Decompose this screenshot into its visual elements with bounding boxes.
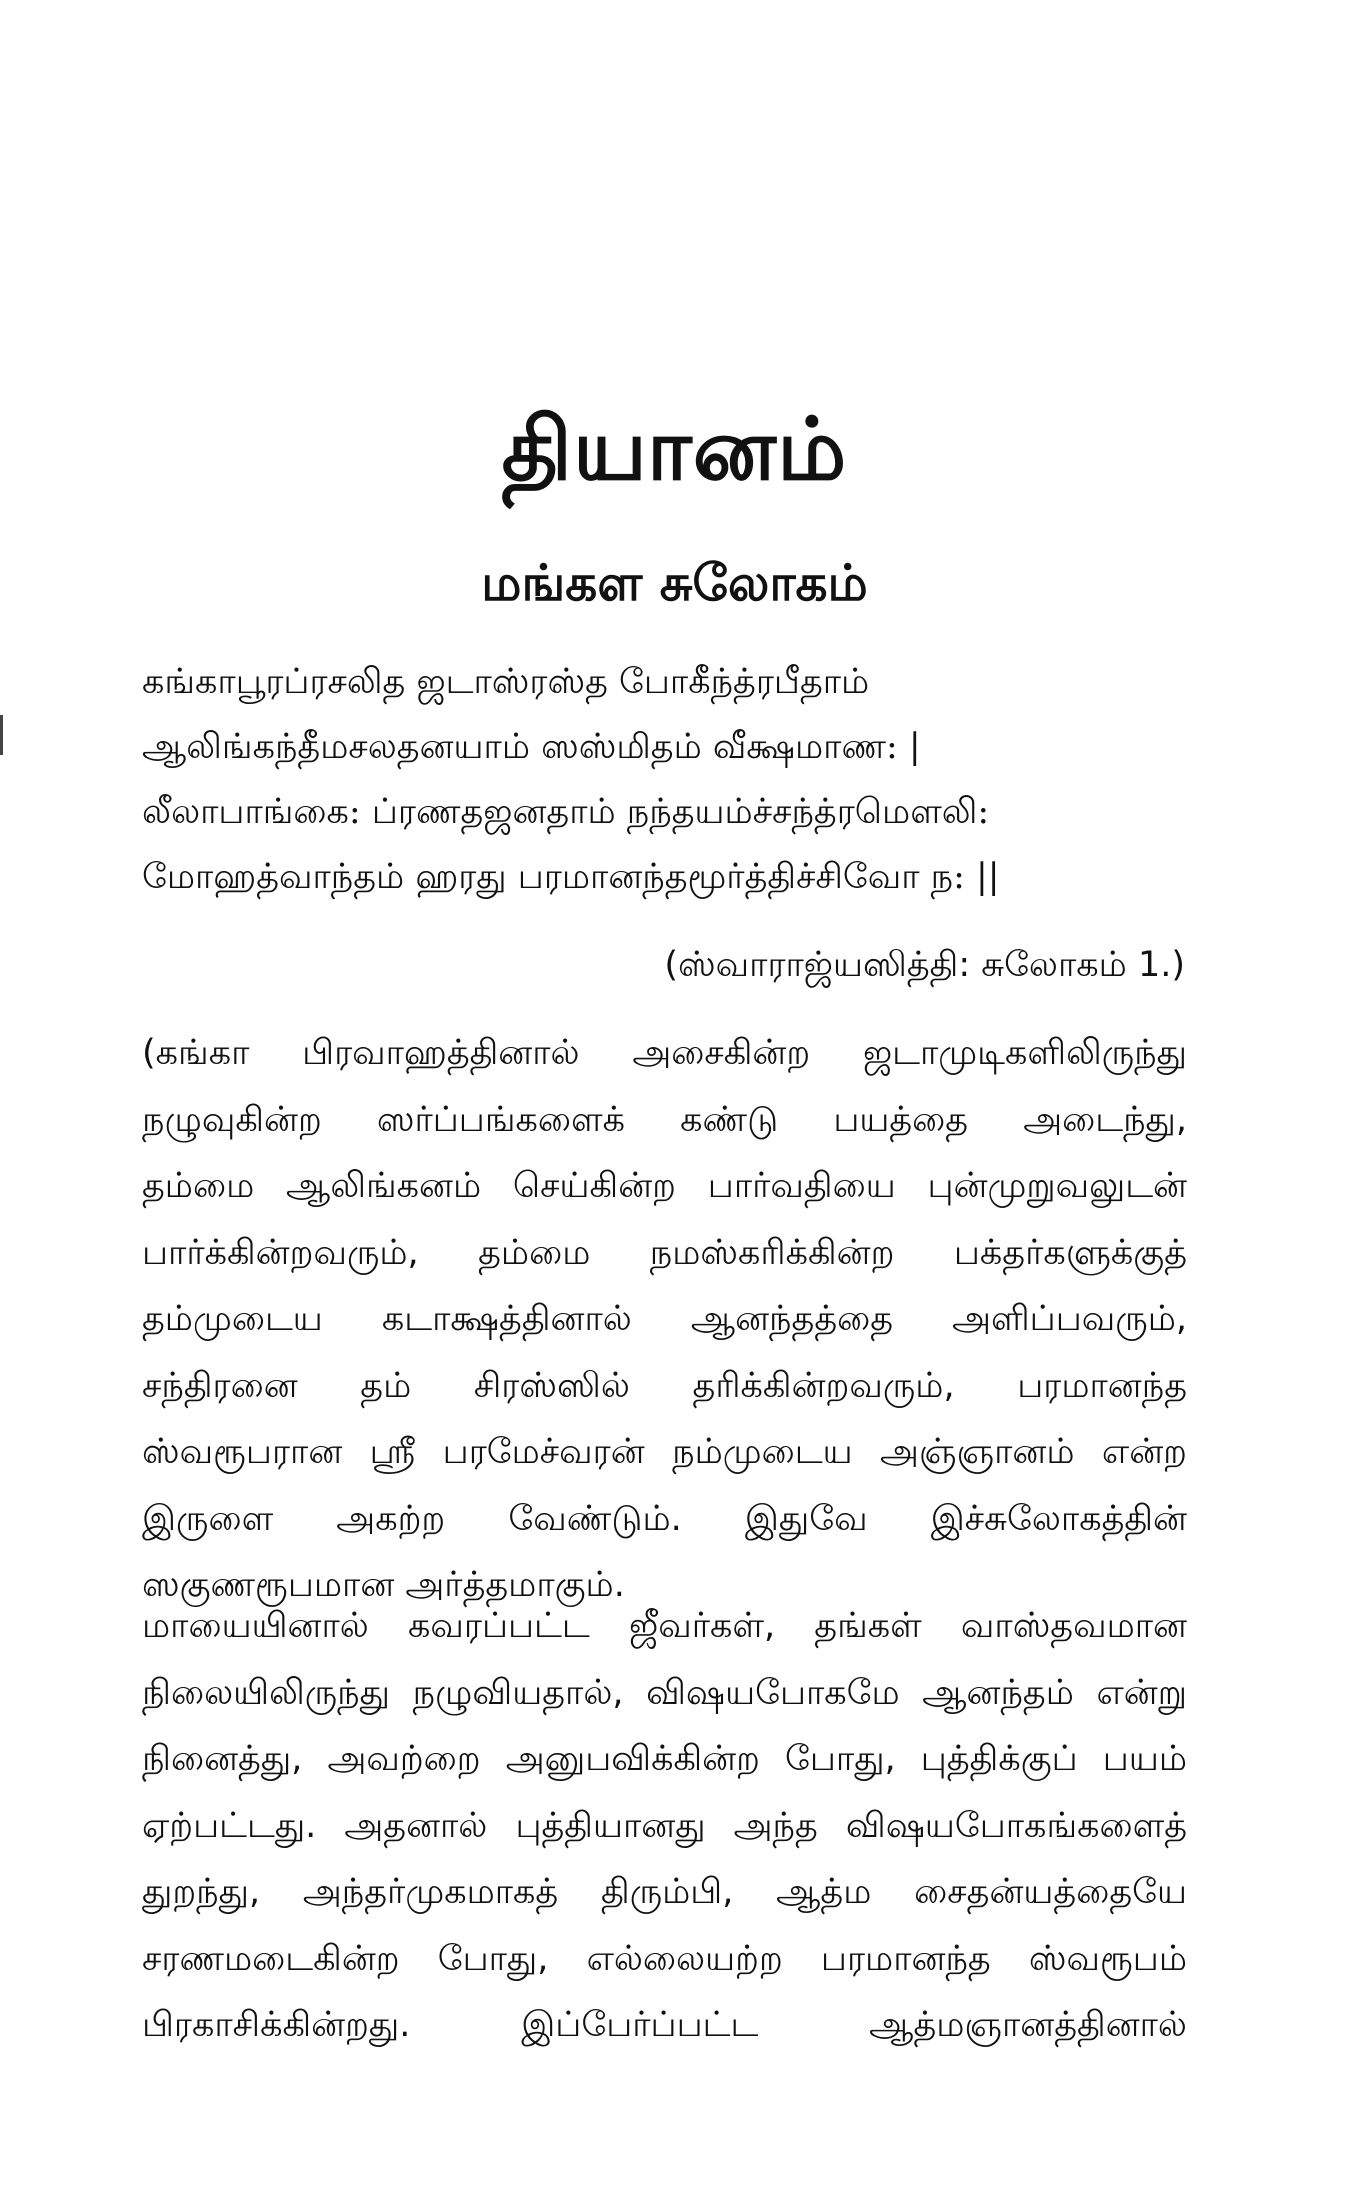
paragraph-line: ஸகுணரூபமான அர்த்தமாகும்.	[142, 1565, 625, 1605]
paragraph-line: நழுவுகின்ற ஸர்ப்பங்களைக் கண்டு பயத்தை அடைந்து,	[142, 1099, 1187, 1140]
paragraph-line: சந்திரனை தம் சிரஸ்ஸில் தரிக்கின்றவரும், பரமானந்த	[142, 1365, 1187, 1406]
paragraph-line: ஏற்பட்டது. அதனால் புத்தியானது அந்த விஷயபோகங்களைத்	[142, 1805, 1187, 1846]
page-edge-mark	[0, 715, 3, 755]
paragraph-line: பிரகாசிக்கின்றது. இப்பேர்ப்பட்ட ஆத்மஞானத்தினால்	[142, 2005, 1187, 2045]
paragraph-line: நினைத்து, அவற்றை அனுபவிக்கின்ற போது, புத்திக்குப் பயம்	[142, 1739, 1187, 1779]
verse-line: கங்காபூரப்ரசலித ஜடாஸ்ரஸ்த போகீந்த்ரபீதாம்	[142, 662, 870, 702]
paragraph-line: தம்முடைய கடாக்ஷத்தினால் ஆனந்தத்தை அளிப்பவரும்,	[142, 1299, 1187, 1339]
paragraph-line: இருளை அகற்ற வேண்டும். இதுவே இச்சுலோகத்தின்	[142, 1498, 1187, 1539]
paragraph-line: மாயையினால் கவரப்பட்ட ஜீவர்கள், தங்கள் வாஸ்தவமான	[142, 1606, 1187, 1646]
paragraph-line: (கங்கா பிரவாஹத்தினால் அசைகின்ற ஜடாமுடிகளிலிருந்து	[142, 1033, 1187, 1073]
section-subtitle: மங்கள சுலோகம்	[481, 554, 868, 612]
paragraph-line: துறந்து, அந்தர்முகமாகத் திரும்பி, ஆத்ம சைதன்யத்தையே	[142, 1872, 1187, 1912]
page-title: தியானம்	[501, 400, 848, 500]
verse-line: லீலாபாங்கை: ப்ரணதஜனதாம் நந்தயம்ச்சந்த்ரமௌலி:	[142, 792, 990, 832]
paragraph-meaning	[142, 1020, 1187, 1619]
paragraph-line: சரணமடைகின்ற போது, எல்லையற்ற பரமானந்த ஸ்வரூபம்	[142, 1938, 1187, 1979]
paragraph-line: ஸ்வரூபரான ஸ்ரீ பரமேச்வரன் நம்முடைய அஞ்ஞானம் என்ற	[142, 1432, 1187, 1472]
paragraph-line: தம்மை ஆலிங்கனம் செய்கின்ற பார்வதியை புன்முறுவலுடன்	[142, 1166, 1187, 1206]
paragraph-line: நிலையிலிருந்து நழுவியதால், விஷயபோகமே ஆனந்தம் என்று	[142, 1672, 1187, 1713]
verse-source-citation: (ஸ்வாராஜ்யஸித்தி: சுலோகம் 1.)	[664, 945, 1185, 985]
sanskrit-verse	[142, 650, 1222, 910]
paragraph-explanation	[142, 1593, 1187, 2059]
verse-line: ஆலிங்கந்தீமசலதனயாம் ஸஸ்மிதம் வீக்ஷமாண: |	[142, 727, 921, 767]
paragraph-line: பார்க்கின்றவரும், தம்மை நமஸ்கரிக்கின்ற பக்தர்களுக்குத்	[142, 1232, 1187, 1273]
verse-line: மோஹத்வாந்தம் ஹரது பரமானந்தமூர்த்திச்சிவோ ந: ||	[142, 857, 1000, 897]
